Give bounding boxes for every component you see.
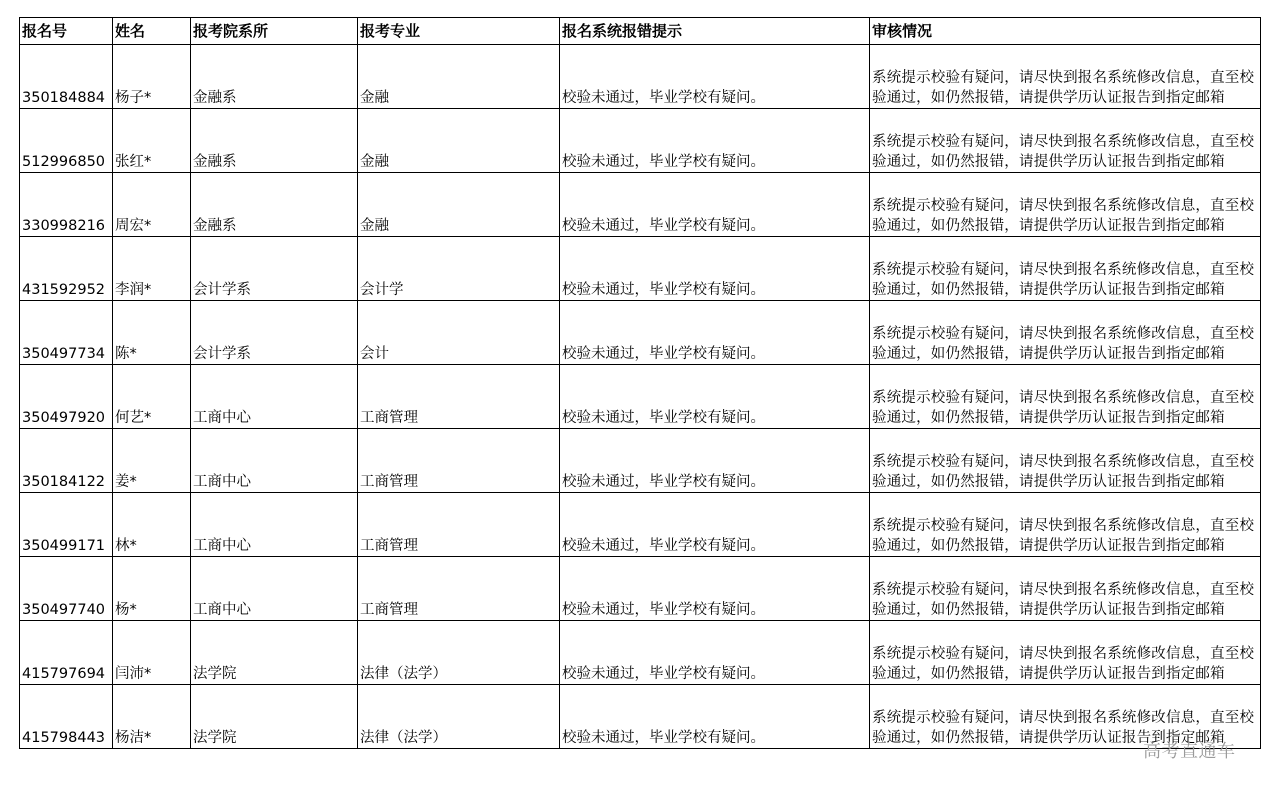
department-cell: 金融系: [191, 45, 358, 109]
table-row: [20, 429, 1261, 493]
major-cell: 金融: [358, 45, 560, 109]
registration-number-cell: 330998216: [20, 173, 113, 237]
review-status-cell: 系统提示校验有疑问，请尽快到报名系统修改信息，直至校验通过，如仍然报错，请提供学历认证报告到指定邮箱: [870, 109, 1261, 173]
error-message-cell: 校验未通过，毕业学校有疑问。: [560, 621, 870, 685]
header-error-message: 报名系统报错提示: [560, 18, 870, 45]
review-status-cell: 系统提示校验有疑问，请尽快到报名系统修改信息，直至校验通过，如仍然报错，请提供学历认证报告到指定邮箱: [870, 173, 1261, 237]
error-message-cell: 校验未通过，毕业学校有疑问。: [560, 365, 870, 429]
review-status-cell: 系统提示校验有疑问，请尽快到报名系统修改信息，直至校验通过，如仍然报错，请提供学历认证报告到指定邮箱: [870, 621, 1261, 685]
review-status-cell: 系统提示校验有疑问，请尽快到报名系统修改信息，直至校验通过，如仍然报错，请提供学历认证报告到指定邮箱: [870, 685, 1261, 749]
department-cell: 金融系: [191, 173, 358, 237]
header-department: 报考院系所: [191, 18, 358, 45]
table-row: [20, 45, 1261, 109]
header-major: 报考专业: [358, 18, 560, 45]
registration-number-cell: 415797694: [20, 621, 113, 685]
registration-number-cell: 415798443: [20, 685, 113, 749]
header-name: 姓名: [113, 18, 191, 45]
registration-number-cell: 350499171: [20, 493, 113, 557]
header-review-status: 审核情况: [870, 18, 1261, 45]
table-row: [20, 365, 1261, 429]
table-row: [20, 685, 1261, 749]
error-message-cell: 校验未通过，毕业学校有疑问。: [560, 45, 870, 109]
review-status-cell: 系统提示校验有疑问，请尽快到报名系统修改信息，直至校验通过，如仍然报错，请提供学历认证报告到指定邮箱: [870, 237, 1261, 301]
major-cell: 会计学: [358, 237, 560, 301]
header-registration-number: 报名号: [20, 18, 113, 45]
name-cell: 闫沛*: [113, 621, 191, 685]
name-cell: 杨子*: [113, 45, 191, 109]
error-message-cell: 校验未通过，毕业学校有疑问。: [560, 109, 870, 173]
registration-number-cell: 512996850: [20, 109, 113, 173]
error-message-cell: 校验未通过，毕业学校有疑问。: [560, 237, 870, 301]
major-cell: 工商管理: [358, 493, 560, 557]
applicant-table: [19, 17, 1261, 749]
watermark-text: 高考直通车: [1143, 741, 1236, 762]
name-cell: 李润*: [113, 237, 191, 301]
department-cell: 工商中心: [191, 365, 358, 429]
table-header-row: [20, 18, 1261, 45]
error-message-cell: 校验未通过，毕业学校有疑问。: [560, 493, 870, 557]
name-cell: 杨*: [113, 557, 191, 621]
major-cell: 金融: [358, 173, 560, 237]
major-cell: 工商管理: [358, 557, 560, 621]
registration-number-cell: 431592952: [20, 237, 113, 301]
table-row: [20, 557, 1261, 621]
major-cell: 工商管理: [358, 365, 560, 429]
registration-number-cell: 350497740: [20, 557, 113, 621]
major-cell: 法律（法学）: [358, 685, 560, 749]
error-message-cell: 校验未通过，毕业学校有疑问。: [560, 557, 870, 621]
review-status-cell: 系统提示校验有疑问，请尽快到报名系统修改信息，直至校验通过，如仍然报错，请提供学历认证报告到指定邮箱: [870, 493, 1261, 557]
table-row: [20, 621, 1261, 685]
name-cell: 周宏*: [113, 173, 191, 237]
name-cell: 何艺*: [113, 365, 191, 429]
registration-number-cell: 350184122: [20, 429, 113, 493]
name-cell: 林*: [113, 493, 191, 557]
review-status-cell: 系统提示校验有疑问，请尽快到报名系统修改信息，直至校验通过，如仍然报错，请提供学历认证报告到指定邮箱: [870, 365, 1261, 429]
name-cell: 杨洁*: [113, 685, 191, 749]
error-message-cell: 校验未通过，毕业学校有疑问。: [560, 301, 870, 365]
review-status-cell: 系统提示校验有疑问，请尽快到报名系统修改信息，直至校验通过，如仍然报错，请提供学历认证报告到指定邮箱: [870, 557, 1261, 621]
review-status-cell: 系统提示校验有疑问，请尽快到报名系统修改信息，直至校验通过，如仍然报错，请提供学历认证报告到指定邮箱: [870, 301, 1261, 365]
table-row: [20, 109, 1261, 173]
review-status-cell: 系统提示校验有疑问，请尽快到报名系统修改信息，直至校验通过，如仍然报错，请提供学历认证报告到指定邮箱: [870, 45, 1261, 109]
table-row: [20, 301, 1261, 365]
major-cell: 法律（法学）: [358, 621, 560, 685]
department-cell: 工商中心: [191, 429, 358, 493]
name-cell: 陈*: [113, 301, 191, 365]
registration-number-cell: 350184884: [20, 45, 113, 109]
registration-number-cell: 350497920: [20, 365, 113, 429]
department-cell: 工商中心: [191, 493, 358, 557]
name-cell: 张红*: [113, 109, 191, 173]
department-cell: 工商中心: [191, 557, 358, 621]
error-message-cell: 校验未通过，毕业学校有疑问。: [560, 685, 870, 749]
review-status-cell: 系统提示校验有疑问，请尽快到报名系统修改信息，直至校验通过，如仍然报错，请提供学历认证报告到指定邮箱: [870, 429, 1261, 493]
major-cell: 工商管理: [358, 429, 560, 493]
error-message-cell: 校验未通过，毕业学校有疑问。: [560, 173, 870, 237]
table-row: [20, 493, 1261, 557]
department-cell: 法学院: [191, 621, 358, 685]
name-cell: 姜*: [113, 429, 191, 493]
table-row: [20, 237, 1261, 301]
department-cell: 金融系: [191, 109, 358, 173]
error-message-cell: 校验未通过，毕业学校有疑问。: [560, 429, 870, 493]
registration-number-cell: 350497734: [20, 301, 113, 365]
department-cell: 会计学系: [191, 237, 358, 301]
department-cell: 会计学系: [191, 301, 358, 365]
major-cell: 会计: [358, 301, 560, 365]
major-cell: 金融: [358, 109, 560, 173]
table-row: [20, 173, 1261, 237]
department-cell: 法学院: [191, 685, 358, 749]
